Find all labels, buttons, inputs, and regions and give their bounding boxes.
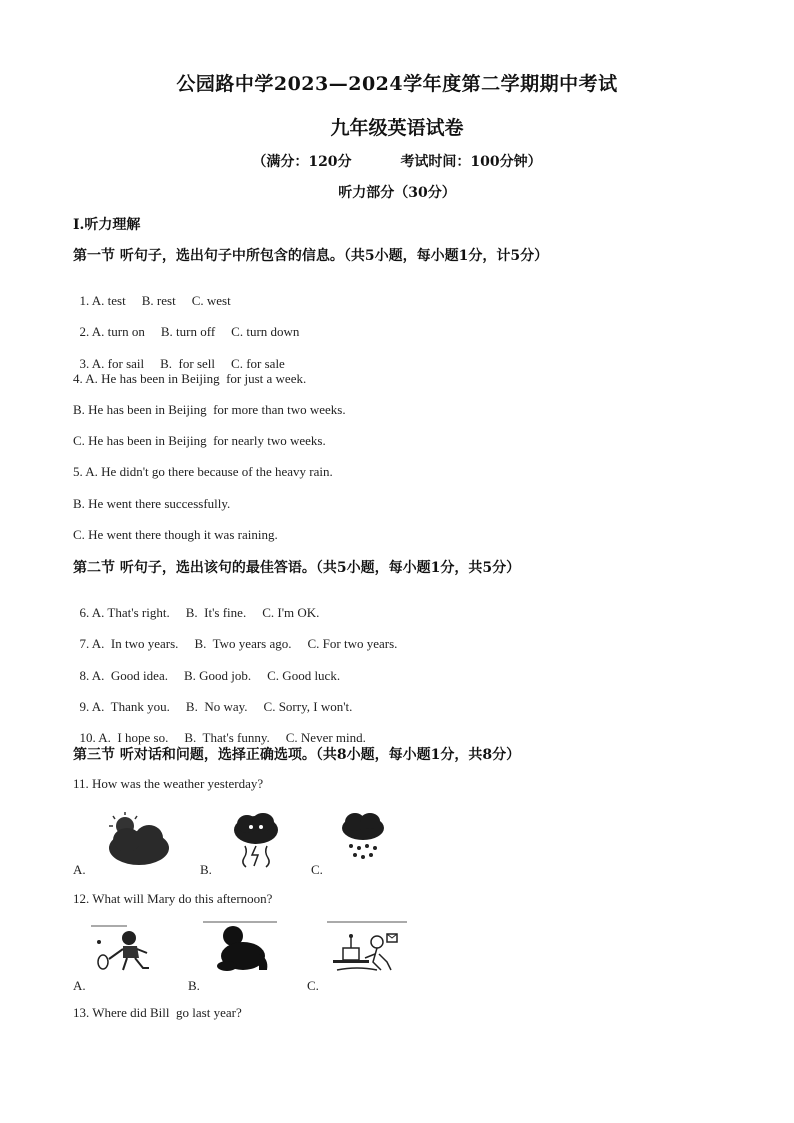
question-10: [73, 714, 382, 746]
question-6: [73, 589, 335, 621]
q8-option-a: 8. A. Good idea.: [79, 668, 168, 683]
q1-option-c: C. west: [191, 293, 231, 308]
q4-option-b: B. He has been in Beijing for more than two weeks.: [73, 402, 346, 417]
q11-label-c: C.: [311, 862, 323, 877]
silhouette-figure-icon: [203, 920, 283, 978]
q12-label-a: A.: [73, 978, 86, 993]
question-2: [73, 308, 315, 340]
q3-option-b: B. for sell: [160, 356, 216, 371]
q6-option-b: B. It's fine.: [185, 605, 247, 620]
q11-option-a-picture: [103, 812, 171, 868]
question-13: 13. Where did Bill go last year?: [73, 1005, 242, 1020]
q12-option-c-picture: [327, 920, 409, 978]
question-8: [73, 652, 356, 684]
q8-option-b: B. Good job.: [183, 668, 252, 683]
q11-label-a: A.: [73, 862, 86, 877]
q2-option-c: C. turn down: [231, 324, 300, 339]
q11-label-b: B.: [200, 862, 212, 877]
exam-time: 考试时间：100分钟）: [400, 154, 542, 170]
q11-option-c-picture: [339, 812, 387, 862]
full-score: （满分：120分: [252, 154, 352, 170]
question-9: [73, 683, 368, 715]
score-time-line: [0, 151, 794, 171]
q4-option-a: 4. A. He has been in Beijing for just a week.: [73, 371, 307, 386]
rain-cloud-icon: [339, 812, 387, 862]
q9-option-a: 9. A. Thank you.: [79, 699, 170, 714]
question-7: [73, 620, 413, 652]
section-heading: I.听力理解: [73, 217, 141, 233]
q10-option-c: C. Never mind.: [285, 730, 366, 745]
subsection-heading: 第三节 听对话和问题，选择正确选项。（共8小题，每小题1分，共8分）: [73, 747, 521, 763]
q5-option-c: C. He went there though it was raining.: [73, 527, 278, 542]
q11-option-b-picture: [231, 812, 281, 870]
q9-option-b: B. No way.: [185, 699, 248, 714]
exam-title: 公园路中学2023—2024学年度第二学期期中考试: [176, 73, 618, 95]
q11-pictures: [73, 812, 433, 882]
q8-option-c: C. Good luck.: [267, 668, 341, 683]
q1-option-a: 1. A. test: [79, 293, 126, 308]
q9-option-c: C. Sorry, I won't.: [263, 699, 353, 714]
badminton-player-icon: [87, 922, 159, 974]
q2-option-a: 2. A. turn on: [79, 324, 145, 339]
subsection-heading: 第二节 听句子，选出该句的最佳答语。（共5小题，每小题1分，共5分）: [73, 560, 521, 576]
exam-subtitle: 九年级英语试卷: [330, 117, 464, 139]
q6-option-a: 6. A. That's right.: [79, 605, 170, 620]
q5-option-b: B. He went there successfully.: [73, 496, 231, 511]
subsection-heading: 第一节 听句子，选出句子中所包含的信息。（共5小题，每小题1分，计5分）: [73, 248, 549, 264]
q7-option-a: 7. A. In two years.: [79, 636, 179, 651]
q12-label-b: B.: [188, 978, 200, 993]
q6-option-c: C. I'm OK.: [262, 605, 320, 620]
question-1: [73, 277, 247, 309]
question-11: 11. How was the weather yesterday?: [73, 776, 264, 791]
q10-option-a: 10. A. I hope so.: [79, 730, 169, 745]
listening-part-title: 听力部分（30分）: [338, 185, 456, 201]
question-3: [73, 340, 301, 372]
sunny-cloud-icon: [103, 812, 171, 868]
q3-option-c: C. for sale: [231, 356, 285, 371]
thunderstorm-icon: [231, 812, 281, 870]
q2-option-b: B. turn off: [160, 324, 216, 339]
q12-label-c: C.: [307, 978, 319, 993]
q1-option-b: B. rest: [141, 293, 176, 308]
question-12: 12. What will Mary do this afternoon?: [73, 891, 273, 906]
q7-option-b: B. Two years ago.: [194, 636, 292, 651]
q3-option-a: 3. A. for sail: [79, 356, 145, 371]
q7-option-c: C. For two years.: [307, 636, 398, 651]
painter-at-easel-icon: [327, 920, 409, 978]
q10-option-b: B. That's funny.: [184, 730, 270, 745]
q12-option-a-picture: [87, 922, 159, 974]
q12-pictures: [73, 920, 433, 998]
q5-option-a: 5. A. He didn't go there because of the heavy rain.: [73, 464, 333, 479]
q4-option-c: C. He has been in Beijing for nearly two weeks.: [73, 433, 326, 448]
q12-option-b-picture: [203, 920, 283, 978]
